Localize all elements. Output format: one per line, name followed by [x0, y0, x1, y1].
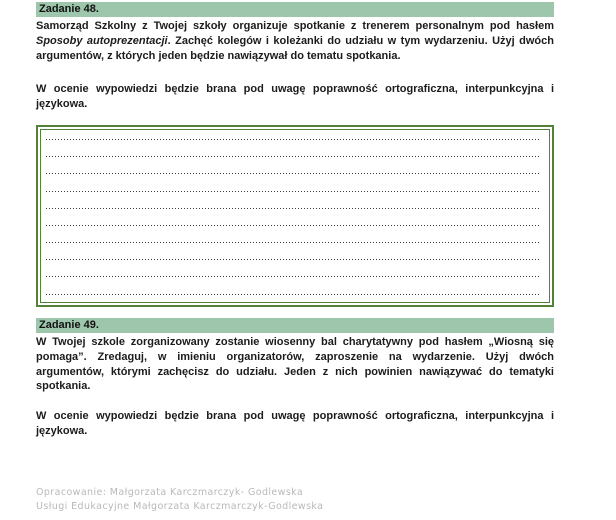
answer-box	[36, 125, 554, 307]
footer-credits	[36, 486, 554, 514]
answer-line	[46, 164, 539, 181]
footer-credit-line-1: Opracowanie: Małgorzata Karczmarczyk- Godlewska	[36, 486, 304, 498]
answer-box-lines	[40, 129, 550, 303]
task-49-header: Zadanie 49.	[36, 318, 554, 333]
answer-line	[46, 233, 539, 250]
answer-line	[46, 182, 539, 199]
answer-line	[46, 130, 539, 147]
answer-line	[46, 285, 539, 302]
task-49-note: W ocenie wypowiedzi będzie brana pod uwagę poprawność ortograficzna, interpunkcyjna i językowa.	[36, 410, 554, 437]
task-48-body-start: Samorząd Szkolny z Twojej szkoły organizuje spotkanie z trenerem personalnym pod hasłem	[36, 20, 554, 32]
page-content	[36, 2, 554, 514]
task-48-body-italic-title: Sposoby autoprezentacji	[36, 34, 168, 47]
footer-credit-line-2: Usługi Edukacyjne Małgorzata Karczmarczyk-Godlewska	[36, 500, 324, 512]
answer-line	[46, 250, 539, 267]
task-48-body	[36, 19, 554, 63]
task-48-body-end: . Zachęć kolegów i koleżanki do udziału w tym wydarzeniu. Użyj dwóch argumentów, z których jeden będzie nawiązywał do tematu spotkania.	[36, 34, 554, 62]
task-48-note: W ocenie wypowiedzi będzie brana pod uwagę poprawność ortograficzna, interpunkcyjna i językowa.	[36, 83, 554, 111]
answer-line	[46, 199, 539, 216]
answer-line	[46, 216, 539, 233]
answer-line	[46, 267, 539, 284]
answer-line	[46, 147, 539, 164]
task-48-header: Zadanie 48.	[36, 2, 554, 17]
task-49-body: W Twojej szkole zorganizowany zostanie wiosenny bal charytatywny pod hasłem „Wiosną się pomaga”. Zredaguj, w imieniu organizatorów, zaproszenie na wydarzenie. Użyj dwóch argumentów, którymi zachęcisz do udziału. Jeden z nich powinien nawiązywać do tematyki spotkania.	[36, 335, 554, 393]
